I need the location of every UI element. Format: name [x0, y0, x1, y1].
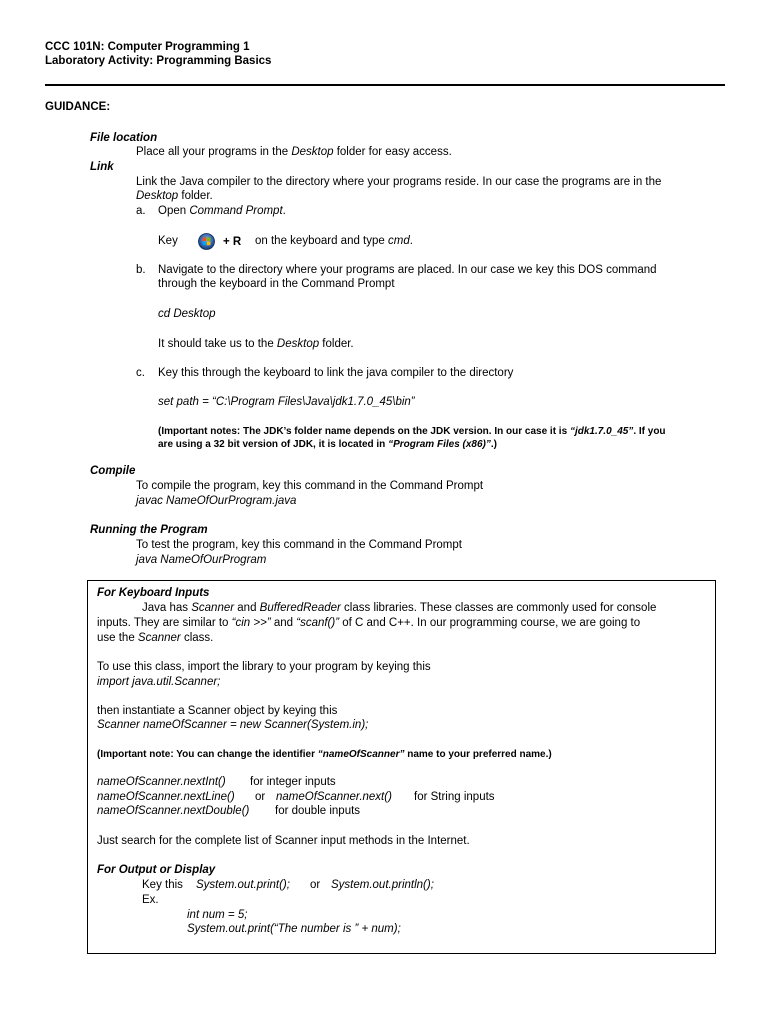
link-line2: Desktop folder. [136, 190, 213, 202]
compile-line: To compile the program, key this command in the Command Prompt [136, 480, 484, 492]
box-para-line2: inputs. They are similar to “cin >>” and “scanf()” of C and C++. In our programming course, we are going to [97, 617, 641, 629]
next-line-or: or [255, 791, 266, 803]
cd-desktop-command: cd Desktop [158, 308, 216, 320]
next-int-text: for integer inputs [250, 776, 336, 788]
jdk-note-line2: are using a 32 bit version of JDK, it is located in “Program Files (x86)”.) [158, 439, 497, 450]
keyboard-inputs-title: For Keyboard Inputs [97, 587, 210, 599]
step-c-line1: Key this through the keyboard to link the java compiler to the directory [158, 367, 514, 379]
file-location-title: File location [90, 132, 158, 144]
running-line: To test the program, key this command in the Command Prompt [136, 539, 462, 551]
string-inputs-text: for String inputs [414, 791, 495, 803]
next-line-code: nameOfScanner.nextLine() [97, 791, 235, 803]
import-line: To use this class, import the library to your program by keying this [97, 661, 431, 673]
example-code-line1: int num = 5; [187, 909, 248, 921]
instantiate-code: Scanner nameOfScanner = new Scanner(System.in); [97, 719, 369, 731]
jdk-note-line1: (Important notes: The JDK’s folder name depends on the JDK version. In our case it is “jdk1.7.0_45”. If you [158, 426, 666, 437]
output-title: For Output or Display [97, 864, 216, 876]
next-int-code: nameOfScanner.nextInt() [97, 776, 226, 788]
running-title: Running the Program [90, 524, 208, 536]
instantiate-line: then instantiate a Scanner object by keying this [97, 705, 338, 717]
print-code: System.out.print(); [196, 879, 290, 891]
activity-title: Laboratory Activity: Programming Basics [45, 55, 272, 67]
compile-title: Compile [90, 465, 136, 477]
java-command: java NameOfOurProgram [136, 554, 267, 566]
link-title: Link [90, 161, 114, 173]
next-double-text: for double inputs [275, 805, 361, 817]
key-text: on the keyboard and type cmd. [255, 235, 413, 247]
println-code: System.out.println(); [331, 879, 434, 891]
javac-command: javac NameOfOurProgram.java [136, 495, 297, 507]
windows-logo-icon [198, 233, 215, 250]
plus-r-key: + R [223, 236, 242, 248]
step-b-line1: Navigate to the directory where your programs are placed. In our case we key this DOS command [158, 264, 657, 276]
example-label: Ex. [142, 894, 159, 906]
link-line1: Link the Java compiler to the directory where your programs reside. In our case the programs are in the [136, 176, 662, 188]
step-a-text: Open Command Prompt. [158, 205, 286, 217]
step-c-letter: c. [136, 367, 145, 379]
next-double-code: nameOfScanner.nextDouble() [97, 805, 250, 817]
guidance-heading: GUIDANCE: [45, 101, 111, 113]
course-title: CCC 101N: Computer Programming 1 [45, 41, 250, 53]
example-code-line2: System.out.print(“The number is ” + num); [187, 923, 401, 935]
import-code: import java.util.Scanner; [97, 676, 221, 688]
key-label: Key [158, 235, 178, 247]
box-para-line3: use the Scanner class. [97, 632, 214, 644]
set-path-command: set path = “C:\Program Files\Java\jdk1.7.0_45\bin” [158, 396, 415, 408]
next-code: nameOfScanner.next() [276, 791, 392, 803]
step-b-note: It should take us to the Desktop folder. [158, 338, 354, 350]
file-location-text: Place all your programs in the Desktop folder for easy access. [136, 146, 452, 158]
step-b-letter: b. [136, 264, 146, 276]
search-line: Just search for the complete list of Scanner input methods in the Internet. [97, 835, 470, 847]
print-or: or [310, 879, 321, 891]
box-para-line1: Java has Scanner and BufferedReader class libraries. These classes are commonly used for console [142, 602, 657, 614]
step-a-letter: a. [136, 205, 146, 217]
header-divider [45, 84, 725, 86]
identifier-note: (Important note: You can change the identifier “nameOfScanner” name to your preferred name.) [97, 749, 552, 760]
step-b-line2: through the keyboard in the Command Prompt [158, 278, 395, 290]
key-this-label: Key this [142, 879, 183, 891]
